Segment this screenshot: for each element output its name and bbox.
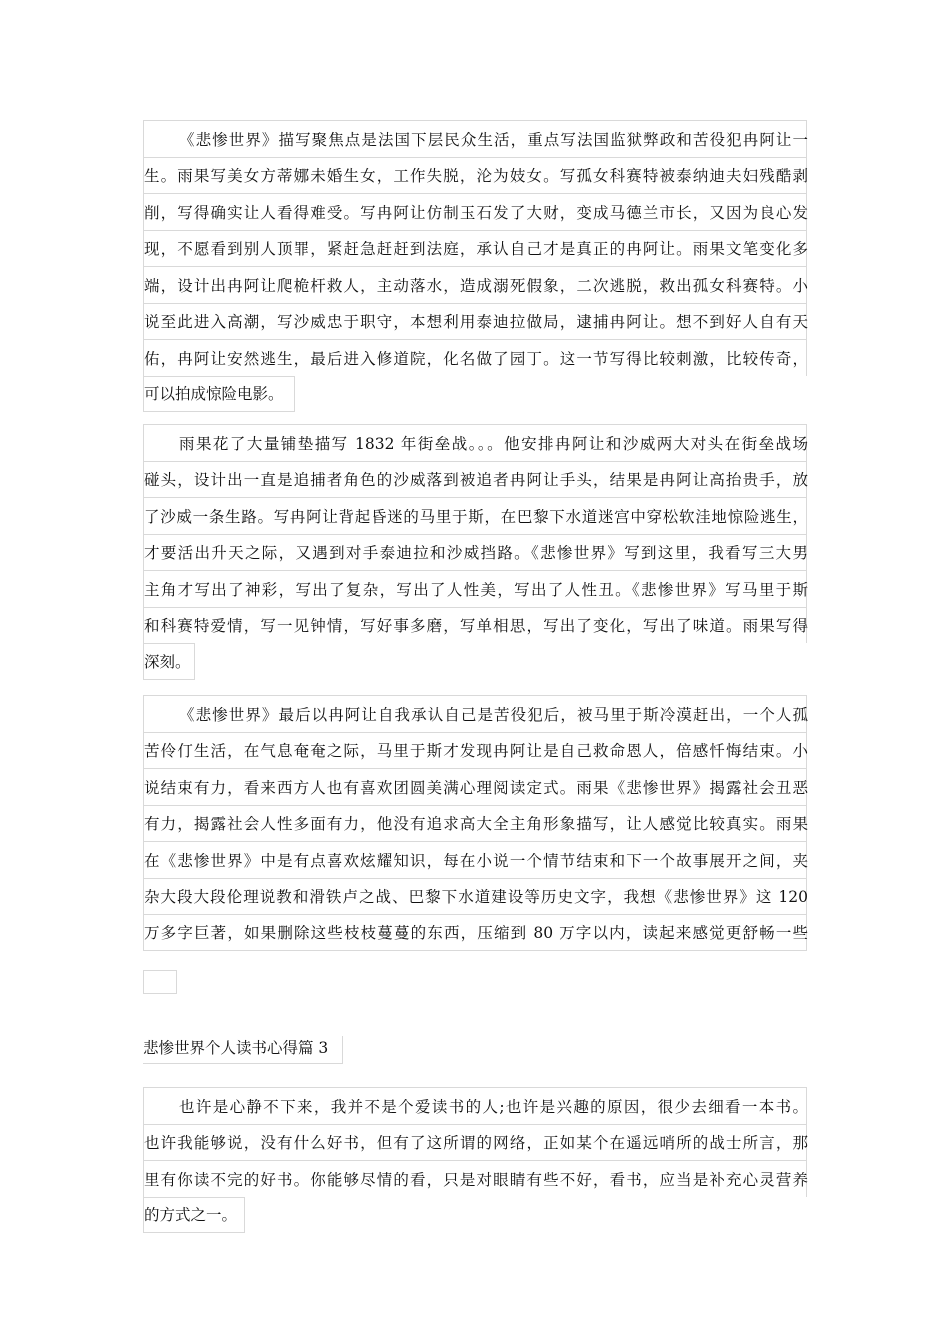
text-line: 说结束有力，看来西方人也有喜欢团圆美满心理阅读定式。雨果《悲惨世界》揭露社会丑恶: [143, 768, 807, 805]
empty-text-box: [143, 970, 177, 994]
text-line: 有力，揭露社会人性多面有力，他没有追求高大全主角形象描写，让人感觉比较真实。雨果: [143, 805, 807, 842]
text-line: 《悲惨世界》最后以冉阿让自我承认自己是苦役犯后，被马里于斯冷漠赶出，一个人孤: [143, 695, 807, 732]
text-line: 万多字巨著，如果删除这些枝枝蔓蔓的东西，压缩到 80 万字以内，读起来感觉更舒畅一些: [143, 914, 807, 951]
paragraph-3: [143, 695, 807, 951]
text-line: 也许是心静不下来，我并不是个爱读书的人;也许是兴趣的原因，很少去细看一本书。: [143, 1087, 807, 1124]
text-line: 深刻。: [143, 643, 195, 680]
text-line: 生。雨果写美女方蒂娜未婚生女，工作失脱，沦为妓女。写孤女科赛特被泰纳迪夫妇残酷剥: [143, 157, 807, 194]
text-line: 在《悲惨世界》中是有点喜欢炫耀知识，每在小说一个情节结束和下一个故事展开之间，夹: [143, 841, 807, 878]
text-line: 削，写得确实让人看得难受。写冉阿让仿制玉石发了大财，变成马德兰市长，又因为良心发: [143, 193, 807, 230]
text-line: 可以拍成惊险电影。: [143, 376, 295, 413]
text-line: 《悲惨世界》描写聚焦点是法国下层民众生活，重点写法国监狱弊政和苦役犯冉阿让一: [143, 120, 807, 157]
text-line: 了沙威一条生路。写冉阿让背起昏迷的马里于斯，在巴黎下水道迷宫中穿松软洼地惊险逃生，: [143, 497, 807, 534]
text-line: 说至此进入高潮，写沙威忠于职守，本想利用泰迪拉做局，逮捕冉阿让。想不到好人自有天: [143, 303, 807, 340]
paragraph-2: [143, 424, 807, 680]
text-line: 也许我能够说，没有什么好书，但有了这所谓的网络，正如某个在遥远哨所的战士所言，那: [143, 1124, 807, 1161]
text-line: 里有你读不完的好书。你能够尽情的看，只是对眼睛有些不好，看书，应当是补充心灵营养: [143, 1160, 807, 1197]
text-line: 端，设计出冉阿让爬桅杆救人，主动落水，造成溺死假象，二次逃脱，救出孤女科赛特。小: [143, 266, 807, 303]
text-line: 雨果花了大量铺垫描写 1832 年街垒战。。。他安排冉阿让和沙威两大对头在街垒战场: [143, 424, 807, 461]
text-line: 佑，冉阿让安然逃生，最后进入修道院，化名做了园丁。这一节写得比较刺激，比较传奇，: [143, 339, 807, 376]
paragraph-1: [143, 120, 807, 412]
section-heading: 悲惨世界个人读书心得篇 3: [143, 1036, 343, 1064]
text-line: 和科赛特爱情，写一见钟情，写好事多磨，写单相思，写出了变化，写出了味道。雨果写得: [143, 607, 807, 644]
text-line: 才要活出升天之际，又遇到对手泰迪拉和沙威挡路。《悲惨世界》写到这里，我看写三大男: [143, 534, 807, 571]
text-line: 杂大段大段伦理说教和滑铁卢之战、巴黎下水道建设等历史文字，我想《悲惨世界》这 120: [143, 878, 807, 915]
text-line: 现，不愿看到别人顶罪，紧赶急赶赶到法庭，承认自己才是真正的冉阿让。雨果文笔变化多: [143, 230, 807, 267]
paragraph-4: [143, 1087, 807, 1233]
text-line: 主角才写出了神彩，写出了复杂，写出了人性美，写出了人性丑。《悲惨世界》写马里于斯: [143, 570, 807, 607]
text-line: 苦伶仃生活，在气息奄奄之际，马里于斯才发现冉阿让是自己救命恩人，倍感忏悔结束。小: [143, 732, 807, 769]
text-line: 的方式之一。: [143, 1197, 245, 1234]
text-line: 碰头，设计出一直是追捕者角色的沙威落到被追者冉阿让手头，结果是冉阿让高抬贵手，放: [143, 461, 807, 498]
